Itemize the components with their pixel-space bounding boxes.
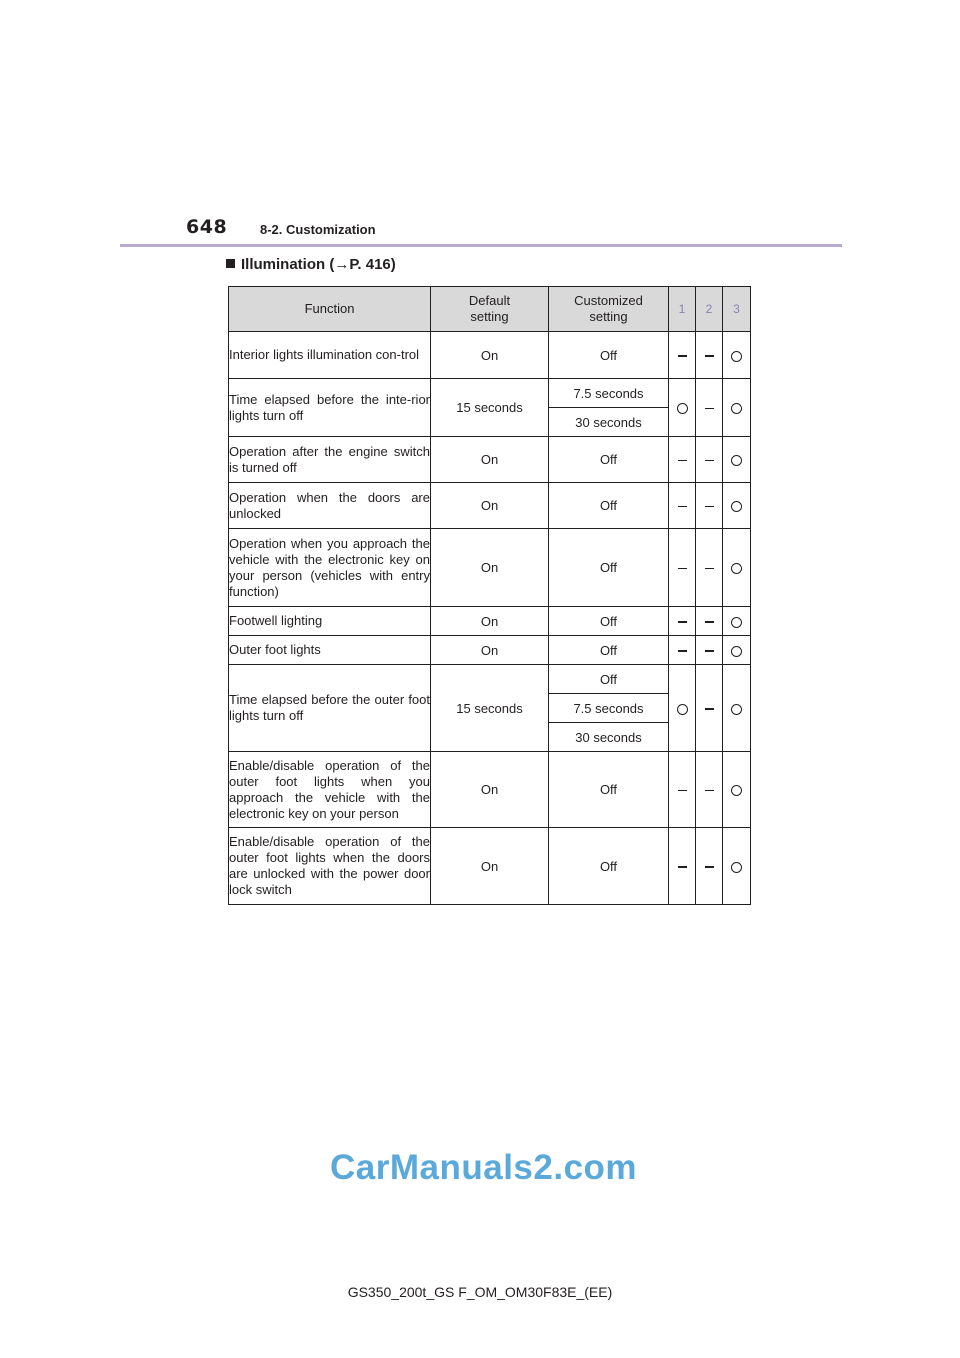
mark-cell-3	[723, 665, 751, 752]
mark-cell-1	[669, 752, 696, 828]
custom-cell: 30 seconds	[549, 723, 669, 752]
watermark-link[interactable]: CarManuals2.com	[330, 1148, 638, 1187]
table-row	[229, 752, 751, 828]
mark-cell-2	[696, 483, 723, 529]
function-cell: Enable/disable operation of the outer foot lights when the doors are unlocked with the power door lock switch	[229, 828, 431, 905]
header-default-label: Default setting	[468, 293, 511, 324]
footer-doc-code: GS350_200t_GS F_OM_OM30F83E_(EE)	[347, 1284, 613, 1300]
custom-cell: Off	[549, 437, 669, 483]
custom-cell: Off	[549, 828, 669, 905]
dash-mark	[705, 790, 714, 792]
mark-cell-1	[669, 483, 696, 529]
default-cell: On	[431, 483, 549, 529]
mark-cell-2	[696, 529, 723, 607]
circle-mark	[731, 785, 742, 796]
dash-mark	[705, 568, 714, 570]
mark-cell-3	[723, 607, 751, 636]
header-default	[431, 287, 549, 332]
mark-cell-2	[696, 636, 723, 665]
dash-mark	[705, 650, 714, 652]
mark-cell-3	[723, 636, 751, 665]
number-badge-3: 3	[733, 302, 740, 316]
default-cell: 15 seconds	[431, 379, 549, 437]
custom-cell: Off	[549, 607, 669, 636]
function-cell: Time elapsed before the inte-rior lights turn off	[229, 379, 431, 437]
mark-cell-1	[669, 828, 696, 905]
custom-cell: 7.5 seconds	[549, 694, 669, 723]
dash-mark	[705, 408, 714, 410]
circle-mark	[677, 704, 688, 715]
custom-cell: Off	[549, 529, 669, 607]
circle-mark	[731, 563, 742, 574]
mark-cell-3	[723, 752, 751, 828]
arrow-right-icon: →	[334, 256, 350, 273]
circle-mark	[731, 617, 742, 628]
dash-mark	[678, 506, 687, 508]
mark-cell-3	[723, 332, 751, 379]
header-col-2	[696, 287, 723, 332]
circle-mark	[731, 704, 742, 715]
function-cell: Operation when you approach the vehicle with the electronic key on your person (vehicles with entry function)	[229, 529, 431, 607]
dash-mark	[705, 708, 714, 710]
section-title: 8-2. Customization	[260, 222, 376, 237]
subheading-label: Illumination (	[241, 256, 335, 273]
default-cell: On	[431, 636, 549, 665]
table-row	[229, 332, 751, 379]
dash-mark	[705, 355, 714, 357]
custom-cell: 7.5 seconds	[549, 379, 669, 408]
dash-mark	[678, 568, 687, 570]
function-cell: Outer foot lights	[229, 636, 431, 665]
header-customized-label: Customized setting	[574, 293, 643, 324]
table-row	[229, 636, 751, 665]
table-row	[229, 607, 751, 636]
function-cell: Enable/disable operation of the outer foot lights when you approach the vehicle with the electronic key on your person	[229, 752, 431, 828]
dash-mark	[678, 355, 687, 357]
dash-mark	[705, 506, 714, 508]
mark-cell-3	[723, 437, 751, 483]
table-row	[229, 828, 751, 905]
dash-mark	[678, 621, 687, 623]
custom-cell: Off	[549, 636, 669, 665]
table-row	[229, 529, 751, 607]
circle-mark	[731, 455, 742, 466]
default-cell: On	[431, 437, 549, 483]
dash-mark	[678, 650, 687, 652]
default-cell: On	[431, 332, 549, 379]
header-rule	[120, 244, 842, 247]
function-cell: Time elapsed before the outer foot lights turn off	[229, 665, 431, 752]
header-customized	[549, 287, 669, 332]
function-cell: Operation after the engine switch is turned off	[229, 437, 431, 483]
table-row	[229, 379, 751, 408]
settings-table	[228, 286, 751, 905]
mark-cell-2	[696, 332, 723, 379]
circle-mark	[731, 403, 742, 414]
table-header-row	[229, 287, 751, 332]
dash-mark	[705, 460, 714, 462]
custom-cell: Off	[549, 483, 669, 529]
custom-cell: Off	[549, 332, 669, 379]
header-function: Function	[229, 287, 431, 332]
default-cell: On	[431, 828, 549, 905]
mark-cell-2	[696, 607, 723, 636]
function-cell: Interior lights illumination con-trol	[229, 332, 431, 379]
circle-mark	[731, 646, 742, 657]
default-cell: On	[431, 752, 549, 828]
subheading-ref-link[interactable]: P. 416)	[349, 256, 396, 273]
custom-cell: Off	[549, 752, 669, 828]
dash-mark	[705, 866, 714, 868]
circle-mark	[731, 862, 742, 873]
circle-mark	[677, 403, 688, 414]
mark-cell-3	[723, 379, 751, 437]
function-cell: Footwell lighting	[229, 607, 431, 636]
mark-cell-1	[669, 607, 696, 636]
mark-cell-3	[723, 483, 751, 529]
subheading	[226, 256, 396, 273]
default-cell: On	[431, 529, 549, 607]
dash-mark	[678, 790, 687, 792]
header-col-1	[669, 287, 696, 332]
dash-mark	[678, 460, 687, 462]
mark-cell-2	[696, 379, 723, 437]
mark-cell-1	[669, 332, 696, 379]
custom-cell: Off	[549, 665, 669, 694]
mark-cell-1	[669, 529, 696, 607]
circle-mark	[731, 351, 742, 362]
number-badge-1: 1	[678, 302, 686, 316]
default-cell: 15 seconds	[431, 665, 549, 752]
mark-cell-2	[696, 437, 723, 483]
mark-cell-1	[669, 379, 696, 437]
table-row	[229, 665, 751, 694]
circle-mark	[731, 501, 742, 512]
custom-cell: 30 seconds	[549, 408, 669, 437]
default-cell: On	[431, 607, 549, 636]
mark-cell-2	[696, 752, 723, 828]
mark-cell-2	[696, 828, 723, 905]
function-cell: Operation when the doors are unlocked	[229, 483, 431, 529]
mark-cell-1	[669, 665, 696, 752]
table-row	[229, 437, 751, 483]
dash-mark	[678, 866, 687, 868]
mark-cell-2	[696, 665, 723, 752]
mark-cell-3	[723, 828, 751, 905]
mark-cell-1	[669, 437, 696, 483]
mark-cell-1	[669, 636, 696, 665]
dash-mark	[705, 621, 714, 623]
header-col-3	[723, 287, 751, 332]
table-row	[229, 483, 751, 529]
number-badge-2: 2	[705, 302, 713, 316]
page-number: 648	[186, 216, 228, 238]
mark-cell-3	[723, 529, 751, 607]
square-bullet-icon	[226, 259, 235, 268]
